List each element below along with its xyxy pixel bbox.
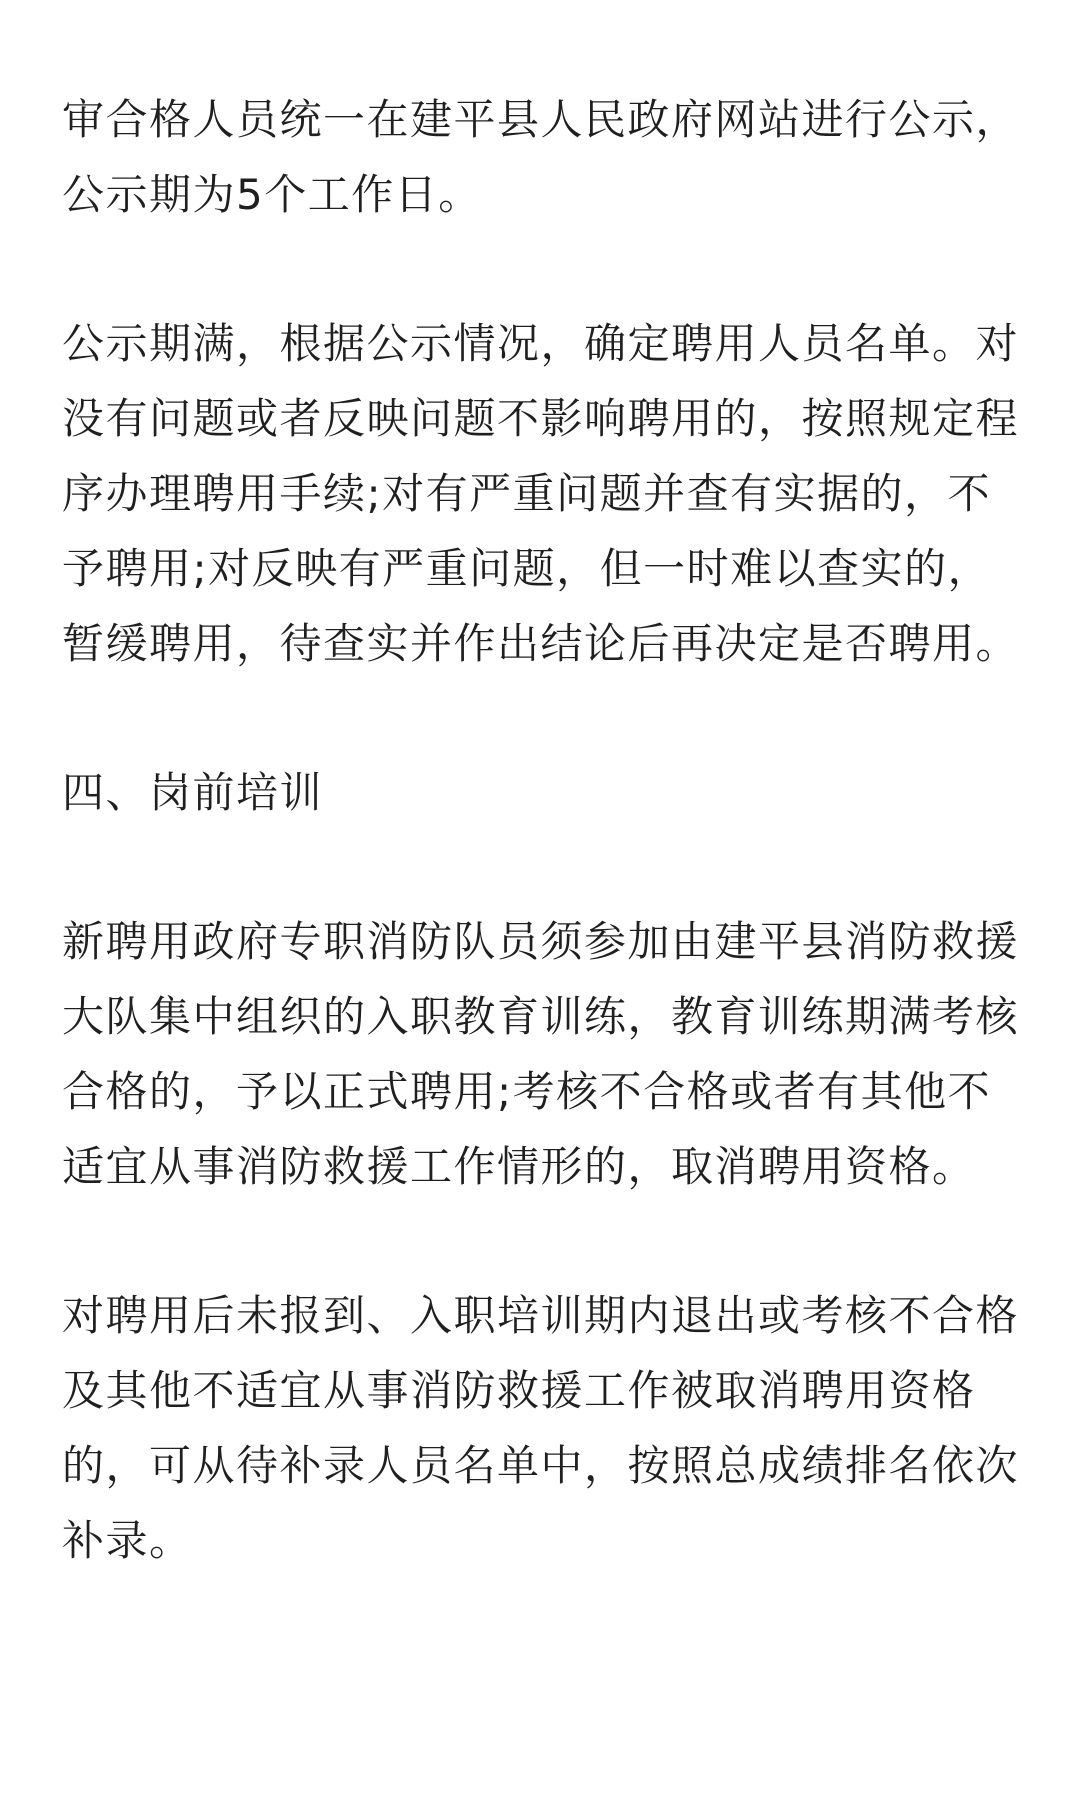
paragraph-line: 大队集中组织的入职教育训练，教育训练期满考核 <box>62 992 1020 1041</box>
article-body <box>62 82 1020 1652</box>
paragraph-line: 公示期满，根据公示情况，确定聘用人员名单。对 <box>62 319 1020 368</box>
paragraph-line: 适宜从事消防救援工作情形的，取消聘用资格。 <box>62 1142 976 1191</box>
paragraph-line: 暂缓聘用，待查实并作出结论后再决定是否聘用。 <box>62 619 1020 668</box>
section-heading-text: 四、岗前培训 <box>62 768 324 817</box>
paragraph-line: 予聘用;对反映有严重问题，但一时难以查实的， <box>62 544 992 593</box>
paragraph-line: 新聘用政府专职消防队员须参加由建平县消防救援 <box>62 917 1020 966</box>
paragraph-line: 及其他不适宜从事消防救援工作被取消聘用资格 <box>62 1366 976 1415</box>
paragraph-line: 对聘用后未报到、入职培训期内退出或考核不合格 <box>62 1291 1020 1340</box>
section-heading <box>62 755 1020 830</box>
paragraph-line: 没有问题或者反映问题不影响聘用的，按照规定程 <box>62 394 1020 443</box>
paragraph-line: 序办理聘用手续;对有严重问题并查有实据的，不 <box>62 469 992 518</box>
paragraph-line: 公示期为5个工作日。 <box>62 170 482 219</box>
paragraph-line: 审合格人员统一在建平县人民政府网站进行公示， <box>62 95 1020 144</box>
paragraph-training <box>62 904 1020 1204</box>
paragraph-line: 的，可从待补录人员名单中，按照总成绩排名依次 <box>62 1441 1020 1490</box>
paragraph-line: 合格的，予以正式聘用;考核不合格或者有其他不 <box>62 1067 992 1116</box>
paragraph-hiring-decision <box>62 306 1020 681</box>
paragraph-publicity <box>62 82 1020 232</box>
paragraph-supplementary <box>62 1278 1020 1578</box>
paragraph-line: 补录。 <box>62 1516 193 1565</box>
